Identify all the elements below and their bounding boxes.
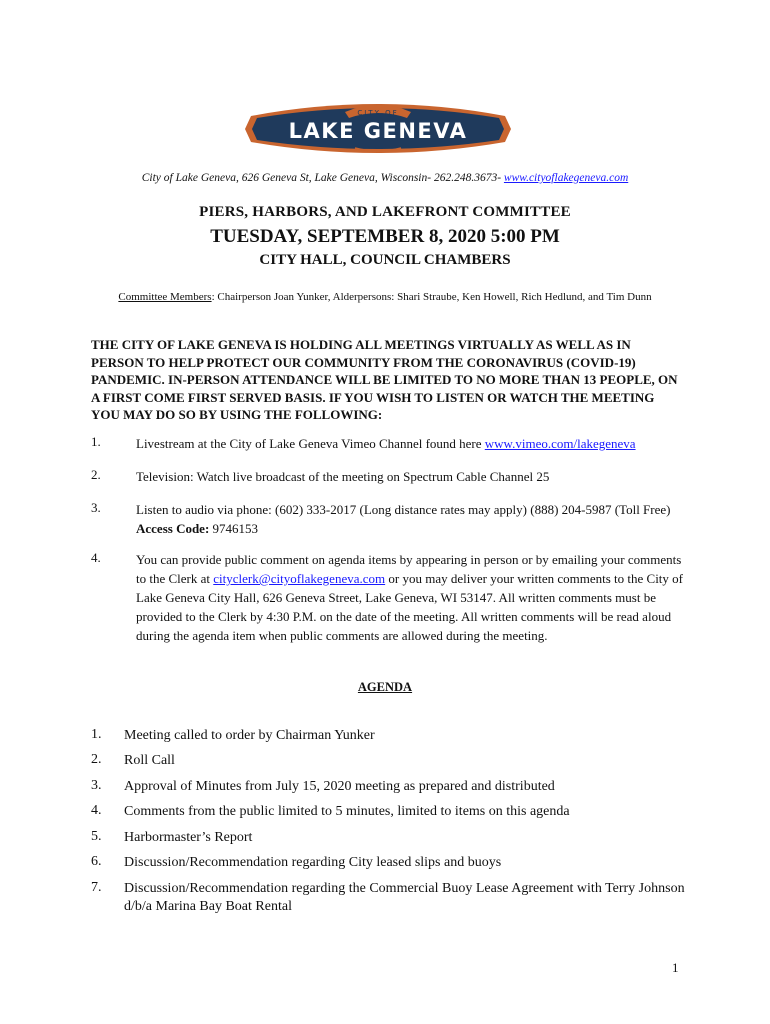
agenda-number: 6. xyxy=(91,854,102,869)
address-text: City of Lake Geneva, 626 Geneva St, Lake Geneva, Wisconsin- 262.248.3673- xyxy=(141,172,502,184)
agenda-heading: AGENDA xyxy=(357,680,413,694)
meeting-location: CITY HALL, COUNCIL CHAMBERS xyxy=(259,252,511,268)
option-item: Television: Watch live broadcast of the meeting on Spectrum Cable Channel 25 xyxy=(136,469,550,484)
agenda-item: Harbormaster’s Report xyxy=(124,830,253,845)
svg-text:CITY OF: CITY OF xyxy=(357,109,399,117)
city-logo xyxy=(237,98,519,160)
website-link[interactable]: www.cityoflakegeneva.com xyxy=(503,172,629,184)
agenda-number: 4. xyxy=(91,803,102,818)
members-text: : Chairperson Joan Yunker, Alderpersons: Shari Straube, Ken Howell, Rich Hedlund, and Tim Dunn xyxy=(211,291,652,303)
agenda-item: Discussion/Recommendation regarding the Commercial Buoy Lease Agreement with Terry Johnson d/b/a Marina Bay Boat Rental xyxy=(124,881,685,914)
agenda-number: 5. xyxy=(91,829,102,844)
clerk-email-link[interactable]: cityclerk@cityoflakegeneva.com xyxy=(213,571,386,586)
contact-line xyxy=(0,172,770,184)
agenda-item: Comments from the public limited to 5 minutes, limited to items on this agenda xyxy=(124,804,570,819)
committee-title: PIERS, HARBORS, AND LAKEFRONT COMMITTEE xyxy=(199,204,571,220)
option-item: Livestream at the City of Lake Geneva Vimeo Channel found here www.vimeo.com/lakegeneva xyxy=(136,436,636,451)
option-item: You can provide public comment on agenda items by appearing in person or by emailing your comments to the Clerk at cityclerk@cityoflakegeneva.com or you may deliver your written comments to the City of Lake Geneva City Hall, 626 Geneva Street, Lake Geneva, WI 53147. All written comments must be provided to the Clerk by 4:30 P.M. on the date of the meeting. All written comments will be read aloud during the agenda item when public comments are allowed during the meeting. xyxy=(136,552,683,643)
agenda-item: Meeting called to order by Chairman Yunker xyxy=(124,728,375,743)
agenda-item: Discussion/Recommendation regarding City leased slips and buoys xyxy=(124,855,502,870)
meeting-date: TUESDAY, SEPTEMBER 8, 2020 5:00 PM xyxy=(210,226,560,247)
vimeo-link[interactable]: www.vimeo.com/lakegeneva xyxy=(484,436,636,451)
option-number: 3. xyxy=(91,500,101,515)
option-number: 4. xyxy=(91,550,101,565)
agenda-item: Roll Call xyxy=(124,753,175,768)
members-label: Committee Members xyxy=(118,291,212,303)
committee-members xyxy=(0,291,770,303)
option-number: 1. xyxy=(91,434,101,449)
agenda-number: 7. xyxy=(91,880,102,895)
option-number: 2. xyxy=(91,467,101,482)
agenda-number: 3. xyxy=(91,778,102,793)
covid-notice: THE CITY OF LAKE GENEVA IS HOLDING ALL MEETINGS VIRTUALLY AS WELL AS IN PERSON TO HELP PROTECT OUR COMMUNITY FROM THE CORONAVIRUS (COVID-19) PANDEMIC. IN-PERSON ATTENDANCE WILL BE LIMITED TO NO MORE THAN 13 PEOPLE, ON A FIRST COME FIRST SERVED BASIS. IF YOU WISH TO LISTEN OR WATCH THE MEETING YOU MAY DO SO BY USING THE FOLLOWING: xyxy=(91,337,678,422)
agenda-number: 2. xyxy=(91,752,102,767)
agenda-number: 1. xyxy=(91,727,102,742)
agenda-item: Approval of Minutes from July 15, 2020 meeting as prepared and distributed xyxy=(124,779,555,794)
access-code-label: Access Code: xyxy=(136,521,210,536)
svg-text:LAKE GENEVA: LAKE GENEVA xyxy=(288,119,468,143)
option-item: Listen to audio via phone: (602) 333-2017 (Long distance rates may apply) (888) 204-5987 (Toll Free) Access Code: 9746153 xyxy=(136,502,671,536)
page-number: 1 xyxy=(672,960,679,975)
